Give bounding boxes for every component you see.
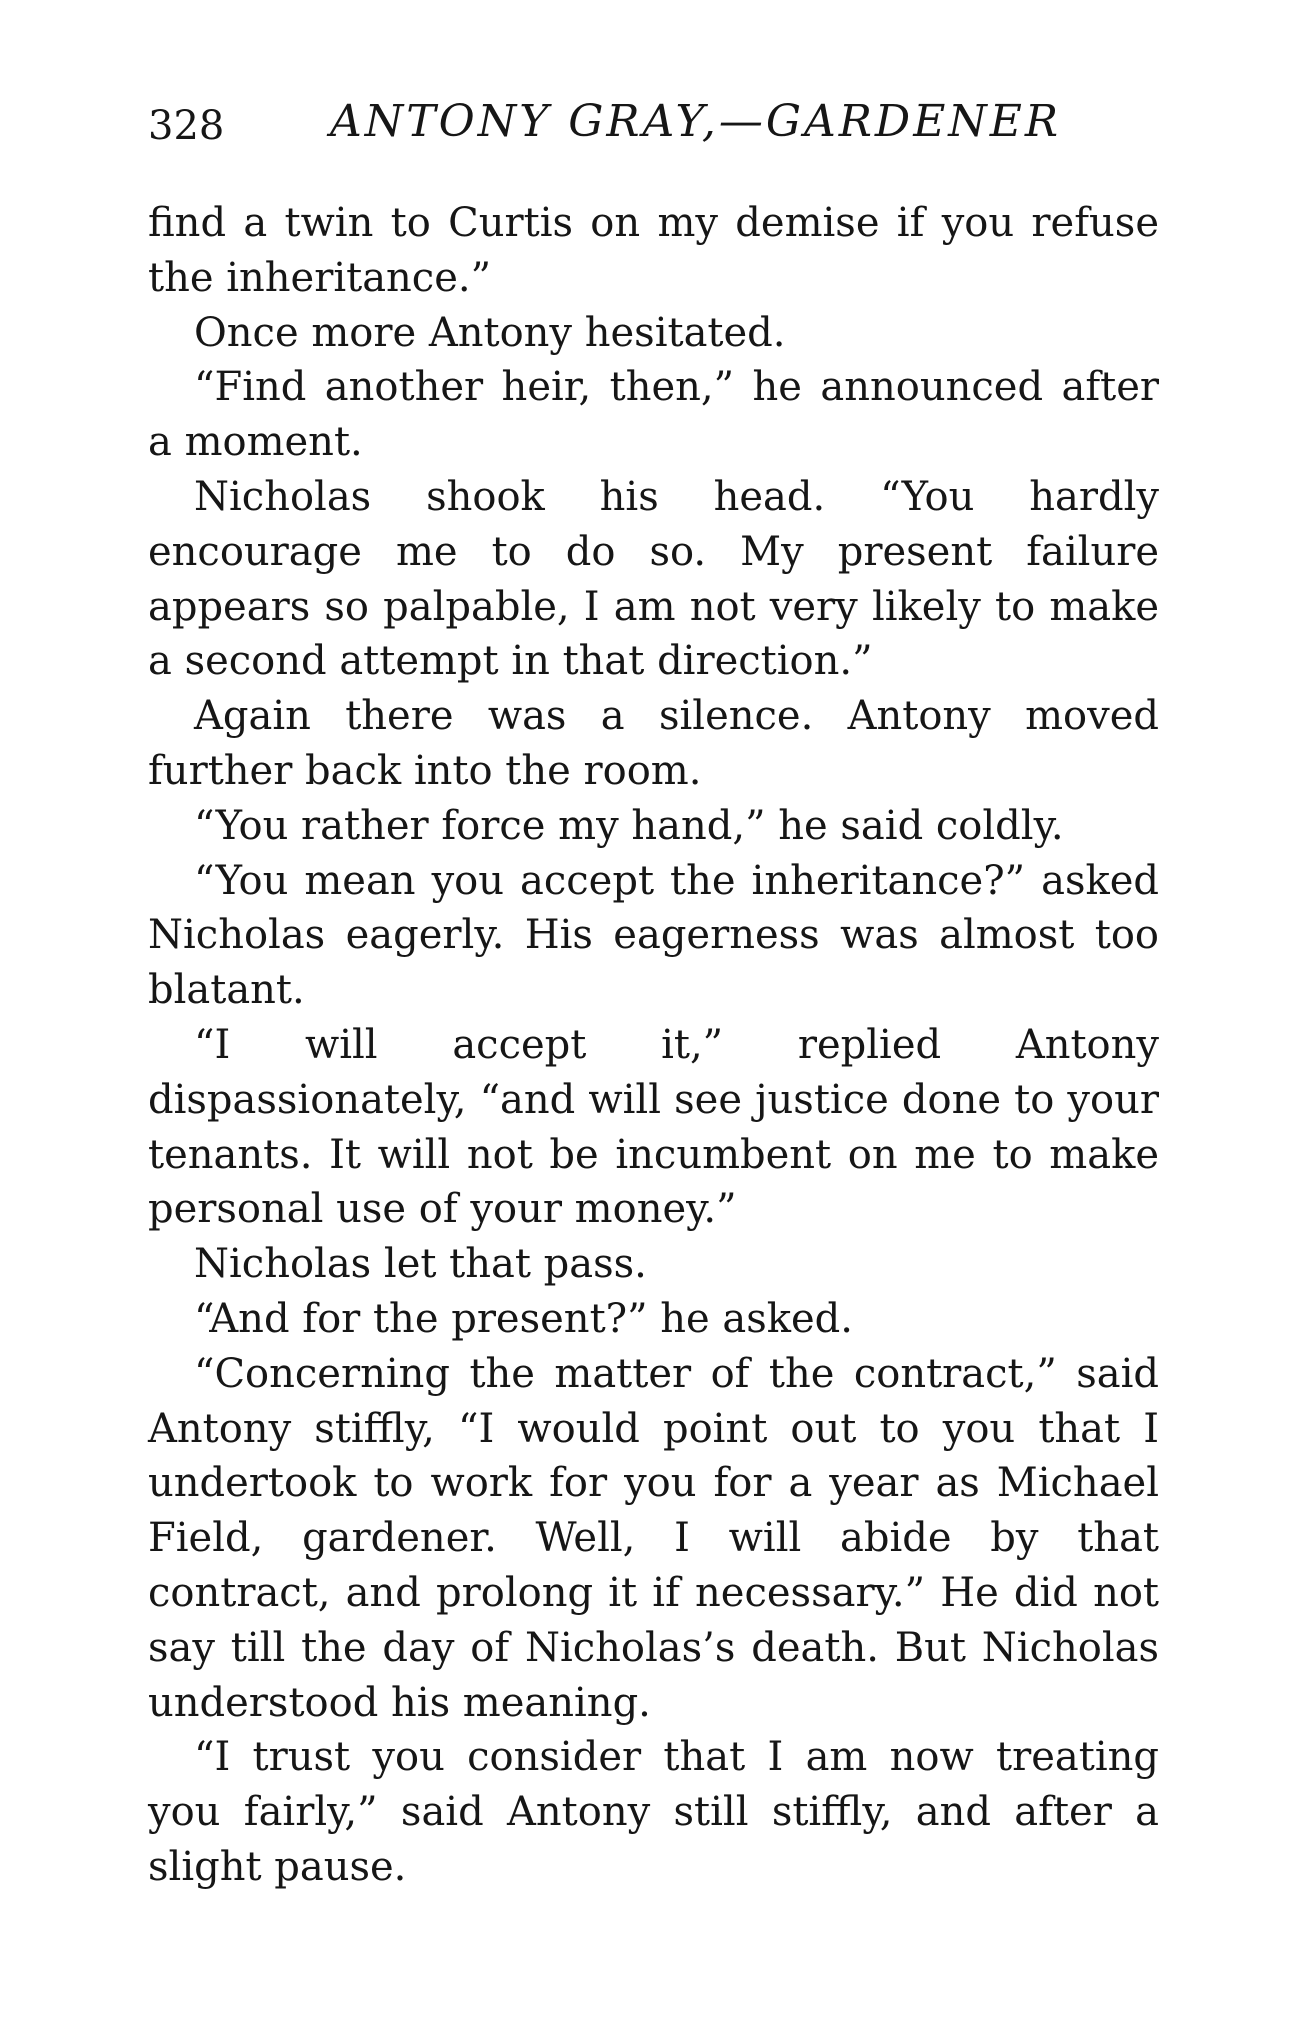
- paragraph: Nicholas shook his head. “You hardly encourage me to do so. My present failure appears so palpable, I am not very likely to make a second attempt in that direction.”: [148, 473, 1159, 685]
- paragraph: “You mean you accept the inheritance?” asked Nicholas eagerly. His eagerness was almost too blatant.: [148, 857, 1159, 1014]
- body-text: [148, 196, 1159, 1895]
- paragraph: Nicholas let that pass.: [194, 1241, 647, 1288]
- paragraph: “Concerning the matter of the contract,” said Antony stiffly, “I would point out to you that I undertook to work for you for a year as Michael Field, gardener. Well, I will abide by that contract, and prolong it if necessary.” He did not say till the day of Nicholas’s death. But Nicholas understood his meaning.: [148, 1350, 1159, 1726]
- paragraph-continued: find a twin to Curtis on my demise if you refuse the inheritance.”: [148, 200, 1159, 301]
- page-number: 328: [148, 103, 225, 149]
- paragraph: “I trust you consider that I am now treating you fairly,” said Antony still stiffly, and after a slight pause.: [148, 1734, 1159, 1890]
- paragraph: “I will accept it,” replied Antony dispassionately, “and will see justice done to your tenants. It will not be incumbent on me to make personal use of your money.”: [148, 1021, 1159, 1233]
- paragraph: “Find another heir, then,” he announced after a moment.: [148, 364, 1159, 466]
- paragraph: “And for the present?” he asked.: [194, 1295, 854, 1342]
- page-header: [148, 92, 1158, 152]
- paragraph: Once more Antony hesitated.: [194, 309, 786, 356]
- paragraph: Again there was a silence. Antony moved further back into the room.: [148, 693, 1159, 794]
- paragraph: “You rather force my hand,” he said coldly.: [194, 802, 1064, 849]
- running-title: ANTONY GRAY,—GARDENER: [330, 96, 1062, 147]
